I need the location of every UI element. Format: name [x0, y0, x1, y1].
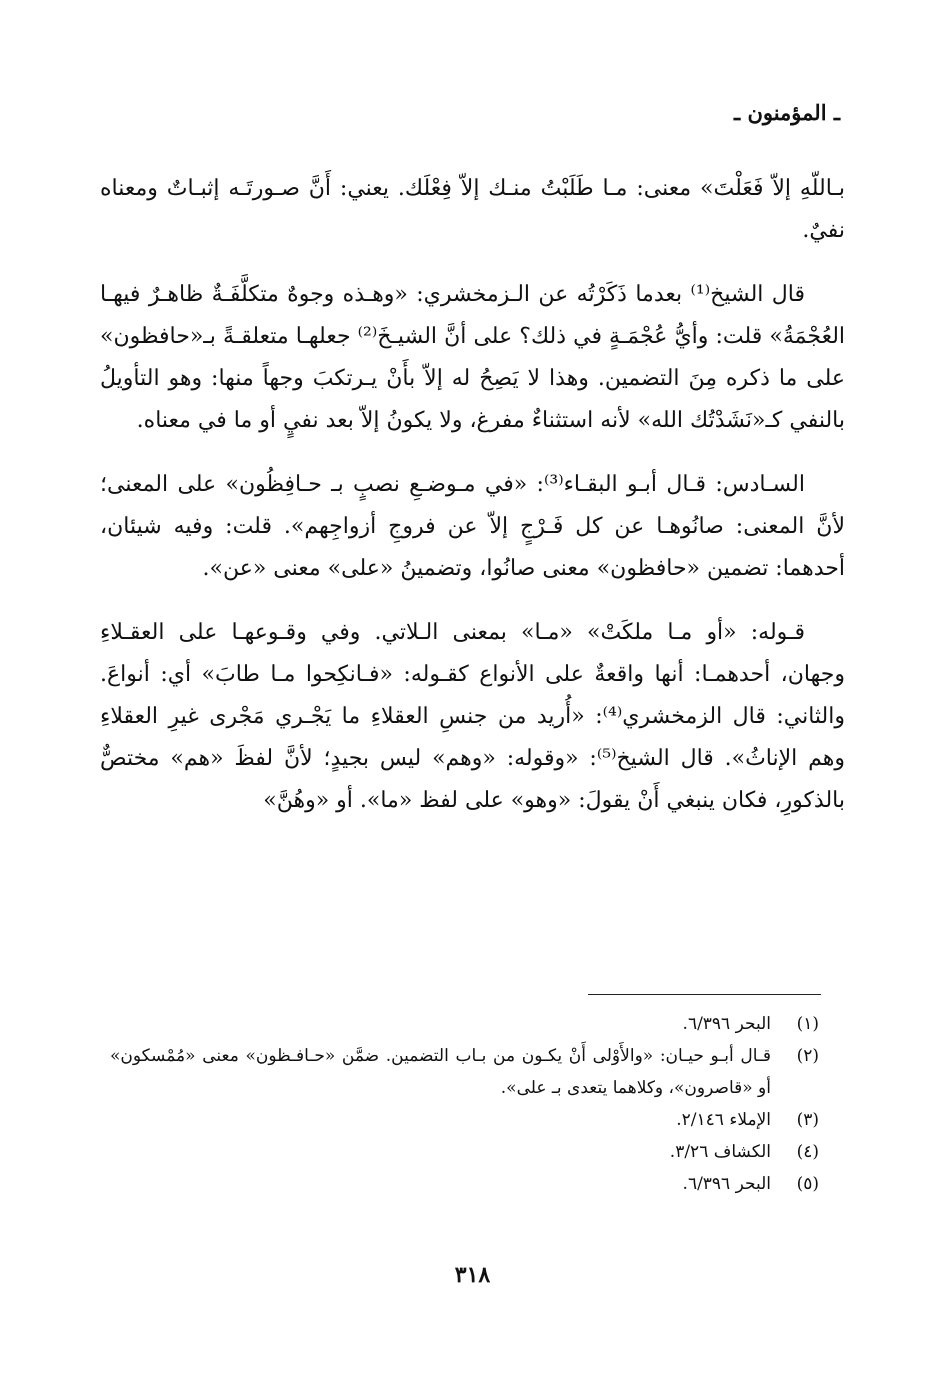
running-head: ـ المؤمنون ـ: [733, 100, 840, 125]
footnote: [110, 1136, 819, 1168]
paragraph: السـادس: قـال أبـو البقـاء⁽³⁾: «في مـوضـعِ نصبٍ بـ حـافِظُون» على المعنى؛ لأنَّ المعنى: صانُوهـا عن كل فَـرْجٍ إلاّ عن فروجِ أزواجِهم». قلت: وفيه شيئان، أحدهما: تضمين «حافظون» معنى صانُوا، وتضمينُ «على» معنى «عن».: [100, 472, 845, 581]
footnote-text: البحر ٦/٣٩٦.: [682, 1014, 771, 1034]
footnote-text: البحر ٦/٣٩٦.: [682, 1174, 771, 1194]
footnote: [110, 1168, 819, 1200]
page-number: ٣١٨: [454, 1262, 491, 1288]
footnote: [110, 1008, 819, 1040]
footnote-text: قـال أبـو حيـان: «والأَوْلى أَنْ يكـون من بـاب التضمين. ضمَّن «حـافـظون» معنى «مُمْسكون» أو «قاصرون»، وكلاهما يتعدى بـ على».: [110, 1046, 771, 1098]
footnote-number: (٤): [796, 1142, 819, 1162]
footnote-number: (٥): [796, 1174, 819, 1194]
footnote: [110, 1040, 819, 1104]
footnote: [110, 1104, 819, 1136]
paragraph: قال الشيخ⁽¹⁾ بعدما ذَكَرْتُه عن الـزمخشري: «وهـذه وجوهٌ متكلَّفَـةٌ ظاهـرٌ فيهـا العُجْمَةُ» قلت: وأيُّ عُجْمَـةٍ في ذلك؟ على أنَّ الشيـخَ⁽²⁾ جعلهـا متعلقـةً بـ«حافظون» على ما ذكره مِنَ التضمين. وهذا لا يَصِحُ له إلاّ بأَنْ يـرتكبَ وجهاً منها: وهو التأويلُ بالنفي كـ«نَشَدْتُك الله» لأنه استثناءٌ مفرغ، ولا يكونُ إلاّ بعد نفيٍ أو ما في معناه.: [100, 282, 846, 433]
footnote-number: (٢): [796, 1046, 819, 1066]
paragraph: قـوله: «أو مـا ملكَتْ» «مـا» بمعنى الـلاتي. وفي وقـوعهـا على العقـلاءِ وجهان، أحدهمـا: أنها واقعةٌ على الأنواع كقـوله: «فـانكِحوا مـا طابَ» أي: أنواعَ. والثاني: قال الزمخشري⁽⁴⁾: «أُريد من جنسِ العقلاءِ ما يَجْـري مَجْرى غيرِ العقلاءِ وهم الإناثُ». قال الشيخ⁽⁵⁾: «وقوله: «وهم» ليس بجيدٍ؛ لأنَّ لفظَ «هم» مختصٌّ بالذكورِ، فكان ينبغي أَنْ يقولَ: «وهو» على لفظ «ما». أو «وهُنَّ»: [100, 620, 846, 813]
footnote-number: (١): [796, 1014, 819, 1034]
footnote-number: (٣): [796, 1110, 819, 1130]
main-text: [100, 168, 845, 844]
paragraph: بـاللّهِ إلاّ فَعَلْتَ» معنى: مـا طَلَبْتُ منـك إلاّ فِعْلَك. يعني: أَنَّ صـورتَـه إثبـاتٌ ومعناه نفيٌ.: [100, 176, 845, 243]
footnotes: [110, 1008, 819, 1200]
footnote-divider: [588, 994, 821, 995]
footnote-text: الإملاء ٢/١٤٦.: [676, 1110, 771, 1130]
footnote-text: الكشاف ٣/٢٦.: [669, 1142, 771, 1162]
